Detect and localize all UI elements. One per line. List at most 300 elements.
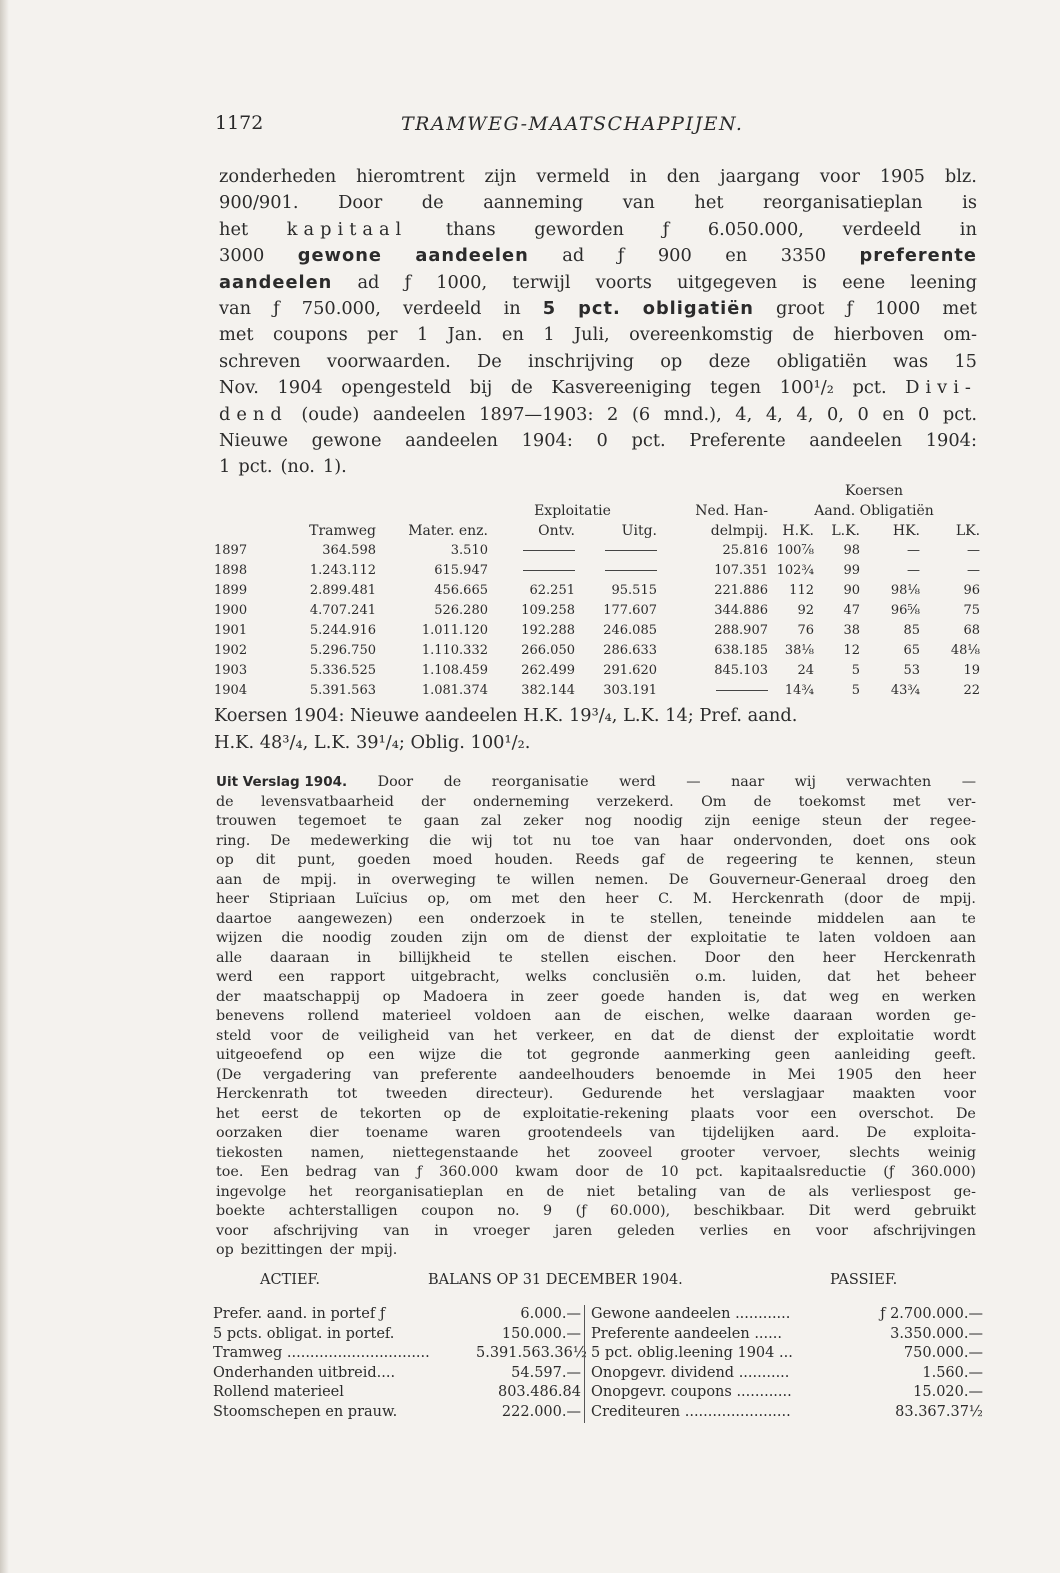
text-word: jaargang bbox=[719, 166, 801, 187]
text-word: den bbox=[894, 1066, 922, 1083]
text-word: exploita- bbox=[913, 1125, 976, 1141]
text-word: vergadering bbox=[263, 1066, 352, 1083]
text-word: coupons bbox=[272, 324, 348, 346]
text-word: in bbox=[503, 297, 521, 319]
verslag-paragraph bbox=[216, 773, 976, 1261]
text-word: ƒ bbox=[662, 218, 670, 240]
text-word: gegronde bbox=[570, 1047, 640, 1063]
text-word: punt, bbox=[297, 852, 336, 868]
text-word: die bbox=[480, 1047, 503, 1063]
text-word: kennen, bbox=[856, 852, 914, 868]
text-word: Een bbox=[260, 1164, 289, 1180]
text-word: laten bbox=[818, 930, 856, 946]
table-cell: 100⅞ bbox=[776, 543, 814, 558]
table-cell: 22 bbox=[963, 683, 981, 698]
text-word: aanleiding bbox=[834, 1047, 911, 1063]
text-word: aard. bbox=[801, 1125, 840, 1141]
text-word: zeker bbox=[523, 813, 564, 829]
table-cell: 96⅝ bbox=[890, 603, 920, 618]
text-word: aandeelen bbox=[415, 245, 529, 267]
text-word: benoemde bbox=[655, 1066, 731, 1083]
text-word: het bbox=[876, 969, 900, 985]
text-word: der bbox=[216, 988, 241, 1005]
table-cell: 95.515 bbox=[611, 583, 657, 598]
paragraph-line bbox=[216, 812, 976, 832]
table-cell: 364.598 bbox=[322, 543, 376, 558]
column-header: LK. bbox=[955, 523, 981, 539]
intro-paragraph bbox=[219, 164, 977, 481]
text-word: te bbox=[961, 910, 976, 927]
passief-label: Onopgevr. dividend ........... bbox=[591, 1364, 790, 1381]
text-word: pct. bbox=[238, 456, 273, 478]
header-ned-han: Ned. Han- bbox=[695, 503, 768, 519]
passief-amount: 3.350.000.— bbox=[890, 1325, 983, 1342]
text-word: worden bbox=[875, 1008, 931, 1024]
balance-heading-passief: PASSIEF. bbox=[830, 1272, 898, 1288]
text-word: 1 bbox=[543, 324, 555, 346]
text-word: ge- bbox=[953, 1008, 976, 1024]
text-word: doet bbox=[852, 832, 885, 849]
text-word: te bbox=[610, 910, 625, 927]
table-cell: 1.108.459 bbox=[421, 663, 488, 678]
text-word: gaf bbox=[641, 852, 665, 868]
column-header: delmpij. bbox=[710, 523, 768, 539]
text-word: op bbox=[326, 1047, 345, 1063]
actief-label: Rollend materieel bbox=[213, 1384, 344, 1401]
table-cell: 12 bbox=[843, 643, 860, 658]
text-word: 4, bbox=[796, 403, 814, 425]
text-word: 1905 bbox=[879, 166, 925, 187]
text-word: kapitaal bbox=[286, 218, 408, 240]
balance-row bbox=[213, 1305, 983, 1325]
table-cell: 246.085 bbox=[603, 623, 657, 638]
text-word: 6.050.000, bbox=[707, 218, 804, 240]
text-word: De bbox=[866, 1125, 887, 1141]
paragraph-line bbox=[216, 1046, 976, 1066]
text-word: voor bbox=[756, 1105, 789, 1122]
text-word: ingevolge bbox=[216, 1183, 287, 1200]
text-word: de bbox=[768, 1183, 786, 1200]
text-word: 900 bbox=[657, 245, 692, 267]
balance-row bbox=[213, 1344, 983, 1364]
text-word: den bbox=[949, 871, 976, 888]
text-word: 1000 bbox=[875, 297, 921, 319]
text-word: tot bbox=[336, 1086, 358, 1102]
text-word: ondervonden, bbox=[733, 832, 833, 849]
text-word: Om bbox=[701, 793, 727, 810]
text-word: dier bbox=[309, 1125, 339, 1141]
text-word: eenige bbox=[751, 813, 801, 829]
text-word: met bbox=[219, 324, 254, 346]
text-word: daaraan bbox=[793, 1008, 853, 1024]
passief-entry bbox=[584, 1383, 983, 1403]
text-word: om bbox=[506, 930, 529, 946]
table-cell: — bbox=[907, 563, 920, 578]
text-word: de bbox=[321, 1027, 340, 1044]
text-word: verdeeld bbox=[842, 218, 922, 240]
text-word: no. bbox=[497, 1203, 520, 1219]
text-word: de bbox=[262, 871, 281, 888]
table-cell: 92 bbox=[797, 603, 814, 618]
text-word: eene bbox=[842, 271, 886, 293]
text-word: aandeelen bbox=[372, 403, 466, 425]
text-word: heer bbox=[605, 891, 639, 907]
text-word: vervoer, bbox=[762, 1144, 821, 1161]
text-word: 3350 bbox=[780, 245, 827, 267]
text-word: 5 bbox=[542, 297, 557, 319]
text-word: Herckenrath bbox=[731, 891, 825, 907]
text-word: aan bbox=[909, 910, 937, 927]
table-cell: 1898 bbox=[214, 563, 248, 578]
text-word: welke bbox=[727, 1008, 771, 1024]
text-word: reorganisatieplan bbox=[355, 1183, 484, 1200]
actief-label: 5 pcts. obligat. in portef. bbox=[213, 1325, 395, 1342]
text-word: ad bbox=[562, 245, 585, 267]
text-word: eischen, bbox=[644, 1008, 705, 1024]
actief-amount: 150.000.— bbox=[501, 1325, 581, 1342]
passief-label: Onopgevr. coupons ............ bbox=[591, 1384, 792, 1401]
text-word: der bbox=[883, 813, 909, 829]
text-word: van bbox=[448, 1027, 475, 1044]
text-word: Divi- bbox=[905, 377, 977, 399]
text-word: de bbox=[686, 852, 705, 868]
table-cell: 5.391.563 bbox=[309, 683, 376, 698]
table-cell: 286.633 bbox=[603, 643, 657, 658]
table-row bbox=[214, 641, 980, 661]
text-word: der bbox=[793, 1027, 819, 1044]
table-cell: 1904 bbox=[214, 683, 248, 698]
passief-label: Crediteuren ....................... bbox=[591, 1403, 791, 1420]
text-word: Nieuwe bbox=[219, 429, 288, 451]
text-word: weg bbox=[829, 988, 860, 1005]
text-word: pct. bbox=[578, 297, 621, 319]
passief-entry bbox=[584, 1344, 983, 1364]
text-word: 10 bbox=[660, 1164, 679, 1180]
text-word: 1 bbox=[416, 324, 429, 346]
text-word: wij bbox=[794, 774, 816, 790]
text-word: regee- bbox=[929, 813, 976, 829]
table-cell: 25.816 bbox=[722, 543, 768, 558]
text-word: om bbox=[469, 891, 492, 907]
table-row bbox=[214, 581, 980, 601]
text-word: geworden bbox=[534, 218, 624, 240]
text-word: van bbox=[372, 1066, 399, 1083]
actief-entry bbox=[213, 1364, 584, 1384]
table-row bbox=[214, 601, 980, 621]
text-word: een bbox=[418, 910, 445, 927]
text-word: overschot. bbox=[858, 1105, 934, 1122]
paragraph-line bbox=[216, 910, 976, 930]
table-cell: 845.103 bbox=[714, 663, 768, 678]
text-word: ook bbox=[949, 832, 976, 849]
text-word: willen bbox=[530, 871, 575, 888]
table-cell: 262.499 bbox=[521, 663, 575, 678]
text-word: ver- bbox=[947, 793, 976, 810]
text-word: 0, bbox=[826, 403, 844, 425]
text-word: die bbox=[281, 930, 304, 946]
table-cell: 102¾ bbox=[776, 563, 814, 578]
passief-amount: ƒ 2.700.000.— bbox=[880, 1306, 983, 1322]
text-word: werken bbox=[922, 988, 976, 1005]
text-word: ƒ bbox=[404, 271, 412, 293]
text-word: regeering bbox=[726, 852, 798, 868]
text-word: en bbox=[882, 403, 905, 425]
text-word: ring. bbox=[216, 832, 251, 849]
text-word: in bbox=[570, 910, 585, 927]
text-word: blz. bbox=[944, 166, 977, 187]
text-word: nu bbox=[552, 832, 572, 849]
text-word: mpij. bbox=[300, 871, 337, 888]
text-word: Dit bbox=[808, 1203, 831, 1219]
column-header: L.K. bbox=[831, 523, 860, 539]
text-word: bij bbox=[469, 377, 493, 399]
text-word: voorts bbox=[595, 271, 652, 293]
text-word: van bbox=[634, 832, 660, 849]
paragraph-line bbox=[219, 217, 977, 243]
table-cell: 38 bbox=[843, 623, 860, 638]
table-cell bbox=[488, 541, 575, 561]
text-word: ƒ bbox=[416, 1164, 423, 1180]
header-aand-oblig: Aand. Obligatiën bbox=[814, 503, 934, 519]
table-cell bbox=[488, 561, 575, 581]
text-word: is bbox=[802, 271, 818, 293]
paragraph-line bbox=[216, 851, 976, 871]
text-word: voor bbox=[819, 166, 860, 187]
paragraph-line bbox=[216, 1241, 976, 1261]
text-word: den bbox=[666, 166, 701, 187]
table-cell: 43¾ bbox=[890, 683, 920, 698]
text-word: Door bbox=[377, 774, 414, 790]
text-word: pct. bbox=[695, 1164, 724, 1180]
text-word: maatschappij bbox=[263, 988, 360, 1005]
text-word: onderneming bbox=[472, 793, 570, 810]
text-word: te bbox=[819, 852, 834, 868]
column-header: HK. bbox=[892, 523, 920, 539]
text-word: aan bbox=[949, 930, 976, 946]
text-word: 0 bbox=[596, 429, 608, 451]
column-header: Tramweg bbox=[309, 523, 376, 539]
text-word: zijn bbox=[461, 930, 488, 946]
text-word: 4, bbox=[735, 403, 753, 425]
text-word: in bbox=[434, 1222, 449, 1239]
text-word: (no. bbox=[280, 456, 315, 478]
text-word: trouwen bbox=[216, 813, 277, 829]
header-exploitatie: Exploitatie bbox=[534, 503, 611, 519]
paragraph-line bbox=[216, 1202, 976, 1222]
text-word: der bbox=[647, 930, 672, 946]
table-cell: 1.081.374 bbox=[421, 683, 488, 698]
paragraph-line bbox=[216, 1105, 976, 1125]
paragraph-line bbox=[216, 1027, 976, 1047]
paragraph-line bbox=[219, 190, 977, 216]
text-word: te bbox=[498, 949, 513, 966]
text-word: dend bbox=[219, 403, 288, 425]
passief-label: 5 pct. oblig.leening 1904 ... bbox=[591, 1345, 793, 1362]
text-word: zonderheden bbox=[219, 166, 337, 187]
text-word: de bbox=[216, 793, 234, 810]
text-word: de bbox=[603, 1008, 622, 1024]
text-word: (ƒ bbox=[883, 1164, 895, 1180]
text-word: aandeelen bbox=[405, 429, 498, 451]
text-word: in bbox=[752, 1066, 767, 1083]
text-word: haar bbox=[680, 832, 714, 849]
actief-label: Prefer. aand. in portef ƒ bbox=[213, 1306, 386, 1322]
text-word: der bbox=[421, 793, 446, 810]
paragraph-line bbox=[219, 243, 977, 269]
paragraph-line bbox=[219, 296, 977, 322]
table-cell: 1900 bbox=[214, 603, 248, 618]
text-word: kapitaalsreductie bbox=[740, 1164, 867, 1180]
text-word: niettegenstaande bbox=[392, 1144, 519, 1161]
passief-amount: 15.020.— bbox=[913, 1384, 983, 1401]
text-word: uitgeoefend bbox=[216, 1047, 303, 1063]
table-cell: 5 bbox=[851, 683, 860, 698]
text-word: nemen. bbox=[594, 871, 649, 888]
actief-entry bbox=[213, 1403, 584, 1423]
text-word: (oude) bbox=[301, 403, 360, 425]
text-word: 4, bbox=[765, 403, 783, 425]
text-word: toekomst bbox=[798, 793, 866, 810]
text-word: daaraan bbox=[270, 949, 330, 966]
text-word: gaan bbox=[423, 813, 460, 829]
column-header: Mater. enz. bbox=[408, 523, 488, 539]
table-cell: 65 bbox=[903, 643, 920, 658]
text-word: de bbox=[902, 891, 920, 907]
text-word: op bbox=[216, 852, 234, 868]
text-word: veiligheid bbox=[358, 1027, 430, 1044]
text-word: en bbox=[506, 1183, 524, 1200]
text-word: verwachten bbox=[846, 774, 932, 790]
text-word: hieromtrent bbox=[356, 166, 465, 187]
text-word: niet bbox=[586, 1183, 615, 1200]
text-word: in bbox=[959, 218, 977, 240]
paragraph-line bbox=[216, 773, 976, 793]
text-word: 60.000), bbox=[610, 1203, 671, 1219]
table-cell: 5.296.750 bbox=[309, 643, 376, 658]
passief-label: Preferente aandeelen ...... bbox=[591, 1325, 782, 1342]
text-word: der bbox=[329, 1242, 355, 1258]
text-word: — bbox=[686, 774, 701, 790]
text-word: met bbox=[511, 891, 540, 907]
text-word: hierboven bbox=[833, 324, 925, 346]
text-word: overweging bbox=[391, 871, 477, 888]
table-cell: 98 bbox=[843, 543, 860, 558]
text-word: tegemoet bbox=[298, 813, 367, 829]
text-word: als bbox=[808, 1183, 829, 1200]
passief-entry bbox=[584, 1403, 983, 1423]
text-word: o.m. bbox=[695, 969, 727, 985]
text-word: obligatiën bbox=[642, 297, 754, 319]
text-word: den bbox=[767, 949, 795, 966]
actief-label: Tramweg ............................... bbox=[213, 1345, 430, 1362]
paragraph-line bbox=[216, 1066, 976, 1086]
text-word: aandeelen bbox=[809, 429, 903, 451]
balance-row bbox=[213, 1383, 983, 1403]
text-word: Herckenrath bbox=[216, 1086, 309, 1102]
text-word: dat bbox=[650, 1027, 675, 1044]
paragraph-line bbox=[219, 402, 977, 428]
paragraph-line bbox=[216, 1163, 976, 1183]
paragraph-line bbox=[216, 929, 976, 949]
text-word: te bbox=[387, 813, 403, 829]
table-cell: 62.251 bbox=[529, 583, 575, 598]
text-word: de bbox=[625, 1164, 644, 1180]
text-word: van bbox=[219, 297, 252, 319]
actief-amount: 6.000.— bbox=[520, 1306, 581, 1322]
text-word: tegen bbox=[710, 377, 762, 399]
paragraph-line bbox=[219, 454, 977, 480]
text-word: Kasvereeniging bbox=[551, 377, 692, 399]
text-word: uitgebracht, bbox=[410, 969, 500, 985]
table-cell: 98⅛ bbox=[890, 583, 920, 598]
text-word: beschikbaar. bbox=[693, 1203, 786, 1219]
paragraph-line bbox=[219, 349, 977, 375]
text-word: dit bbox=[255, 852, 276, 868]
text-word: voor bbox=[216, 1222, 249, 1239]
table-cell: 1.110.332 bbox=[421, 643, 488, 658]
passief-entry bbox=[584, 1325, 983, 1345]
text-word: tiekosten bbox=[216, 1144, 283, 1161]
table-row bbox=[214, 681, 980, 701]
text-word: pct. bbox=[942, 403, 977, 425]
table-cell: 76 bbox=[797, 623, 814, 638]
text-word: aanmerking bbox=[663, 1047, 751, 1063]
text-word: reorganisatie bbox=[491, 774, 589, 790]
text-word: pct. bbox=[631, 429, 666, 451]
text-word: de bbox=[546, 1183, 565, 1200]
text-word: verlies bbox=[699, 1222, 749, 1239]
table-cell: 14¾ bbox=[784, 683, 814, 698]
text-word: die bbox=[429, 832, 452, 849]
table-cell: — bbox=[907, 543, 920, 558]
text-word: op bbox=[660, 350, 683, 372]
text-word: rapport bbox=[330, 969, 385, 985]
paragraph-line bbox=[216, 793, 976, 813]
text-word: Gedurende bbox=[581, 1086, 663, 1102]
text-word: 1000, bbox=[436, 271, 488, 293]
table-cell: 2.899.481 bbox=[309, 583, 376, 598]
text-word: Mei bbox=[787, 1066, 816, 1083]
text-word: Gouverneur-Generaal bbox=[709, 871, 867, 888]
text-word: boekte bbox=[216, 1203, 266, 1219]
text-word: de bbox=[483, 1105, 501, 1122]
paragraph-line bbox=[219, 164, 977, 190]
balance-heading-actief: ACTIEF. bbox=[260, 1272, 320, 1288]
text-word: namen, bbox=[310, 1144, 365, 1161]
text-word: 360.000 bbox=[439, 1164, 499, 1180]
text-word: aan bbox=[554, 1008, 581, 1024]
text-word: uitgegeven bbox=[676, 271, 778, 293]
text-word: wijze bbox=[418, 1047, 456, 1063]
text-word: ƒ bbox=[617, 245, 625, 267]
text-word: (ƒ bbox=[575, 1203, 587, 1219]
text-word: wij bbox=[471, 832, 493, 849]
column-header: Uitg. bbox=[621, 523, 657, 539]
text-word: Preferente bbox=[689, 429, 786, 451]
text-word: geleden bbox=[617, 1222, 675, 1239]
text-word: maakten bbox=[852, 1086, 916, 1102]
dash-placeholder bbox=[523, 570, 575, 571]
text-word: De bbox=[476, 350, 502, 372]
text-word: wijzen bbox=[216, 930, 263, 946]
text-word: grootendeels bbox=[527, 1125, 623, 1141]
text-word: toe bbox=[591, 832, 615, 849]
text-word: de bbox=[693, 1027, 712, 1044]
table-cell: 177.607 bbox=[603, 603, 657, 618]
text-word: steun bbox=[935, 852, 976, 868]
text-word: wordt bbox=[933, 1027, 976, 1044]
text-word: 360.000) bbox=[911, 1164, 976, 1180]
